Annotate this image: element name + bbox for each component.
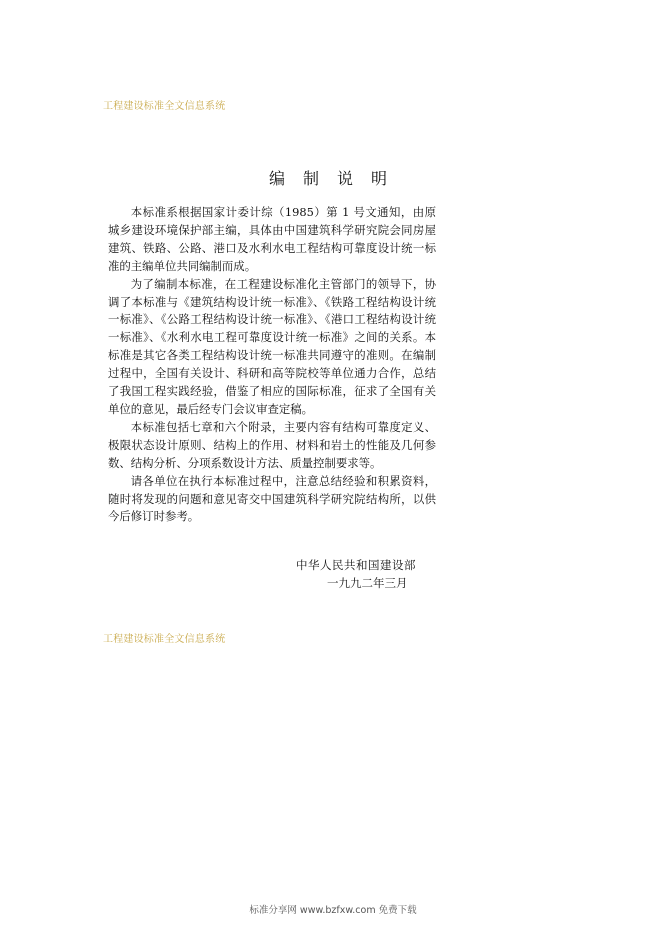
page-title: 编制说明	[268, 169, 405, 188]
signature-date: 一九九二年三月	[327, 576, 408, 590]
watermark-top: 工程建设标准全文信息系统	[103, 101, 226, 112]
paragraph-4: 请各单位在执行本标准过程中，注意总结经验和积累资料，随时将发现的问题和意见寄交中国建筑科学研究院结构所，以供今后修订时参考。	[108, 473, 436, 524]
signature-organization: 中华人民共和国建设部	[296, 558, 416, 572]
footer-download-note: 标准分享网 www.bzfxw.com 免费下载	[249, 905, 417, 916]
paragraph-2: 为了编制本标准，在工程建设标准化主管部门的领导下，协调了本标准与《建筑结构设计统一标准》、《铁路工程结构设计统一标准》、《公路工程结构设计统一标准》、《港口工程结构设计统一标准》、《水利水电工程可靠度设计统一标准》之间的关系。本标准是其它各类工程结构设计统一标准共同遵守的准则。在编制过程中，全国有关设计、科研和高等院校等单位通力合作，总结了我国工程实践经验，借鉴了相应的国际标准，征求了全国有关单位的意见，最后经专门会议审查定稿。	[108, 276, 436, 416]
paragraph-1: 本标准系根据国家计委计综（1985）第 1 号文通知，由原城乡建设环境保护部主编，具体由中国建筑科学研究院会同房屋建筑、铁路、公路、港口及水利水电工程结构可靠度设计统一标准的主编单位共同编制而成。	[108, 205, 436, 273]
watermark-middle: 工程建设标准全文信息系统	[103, 634, 226, 645]
document-body	[108, 204, 436, 526]
paragraph-3: 本标准包括七章和六个附录，主要内容有结构可靠度定义、极限状态设计原则、结构上的作用、材料和岩土的性能及几何参数、结构分析、分项系数设计方法、质量控制要求等。	[108, 419, 436, 470]
